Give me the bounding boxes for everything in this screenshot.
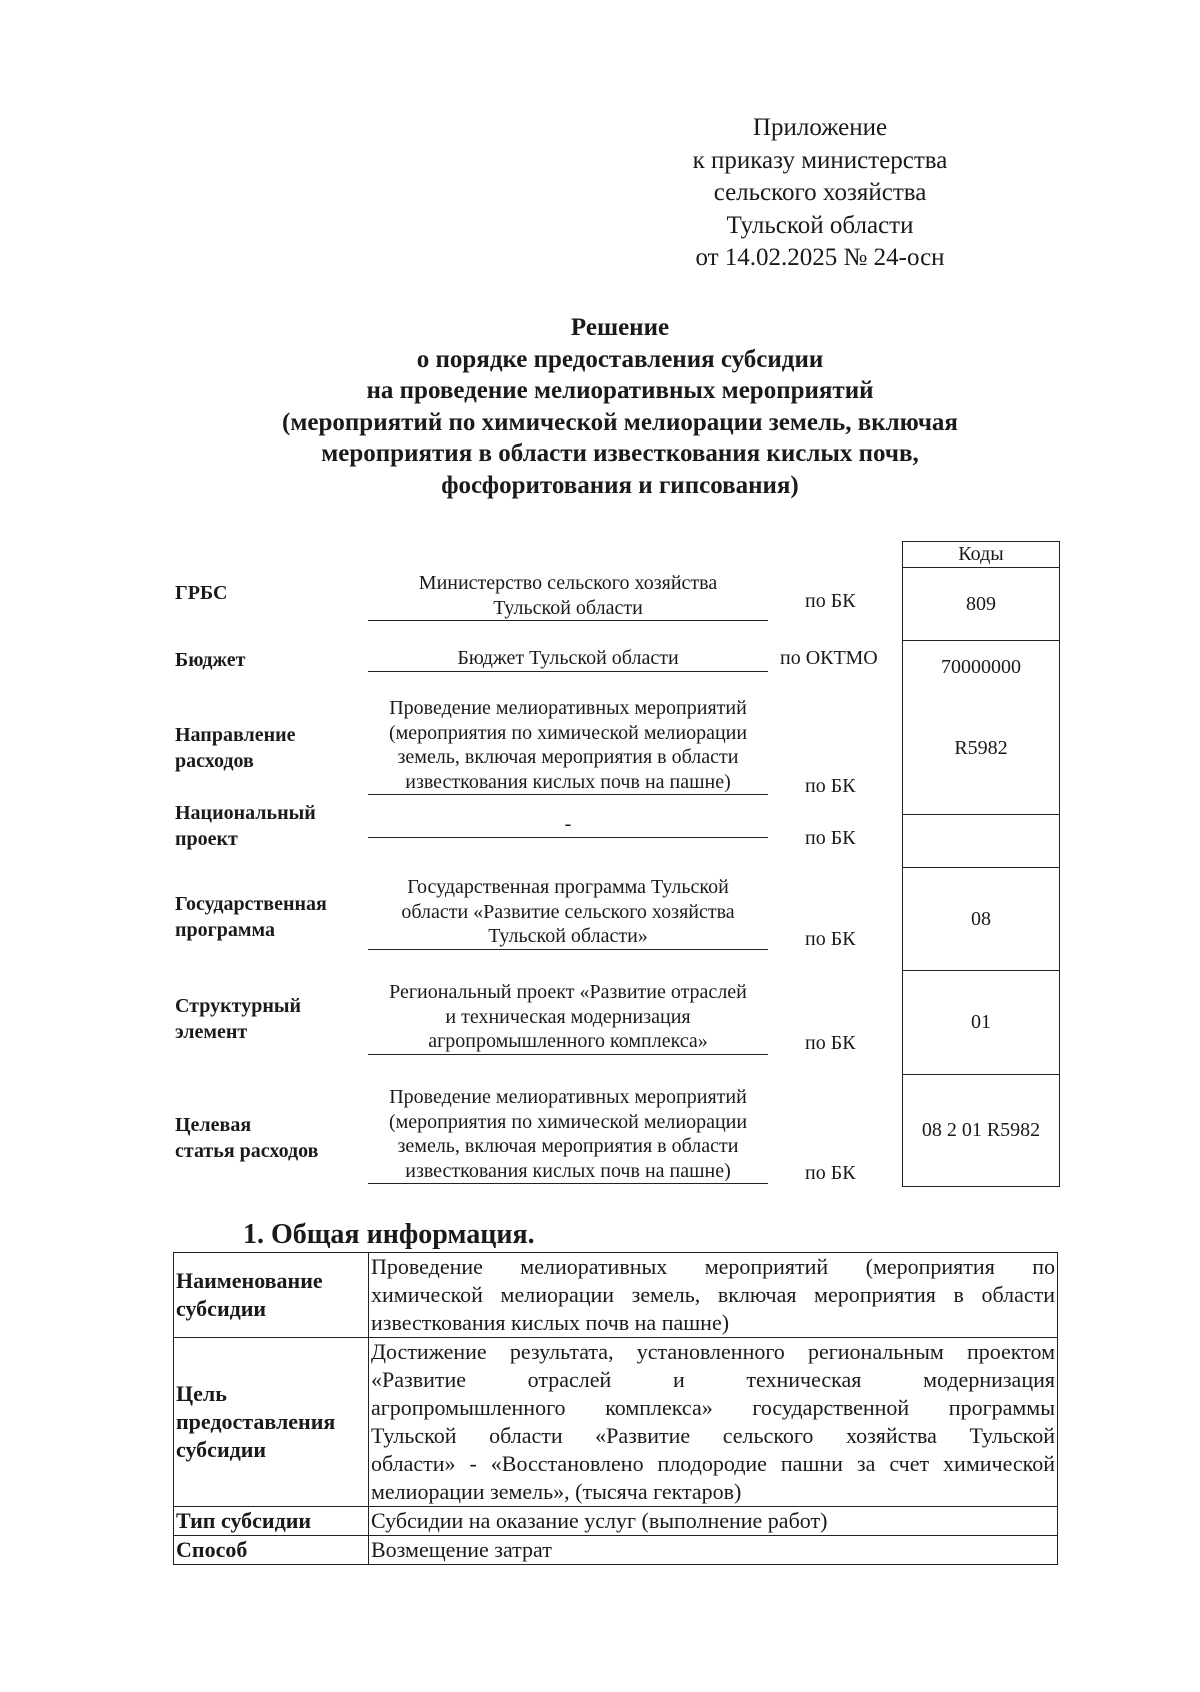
section-heading: 1. Общая информация. — [243, 1219, 535, 1250]
value-line: химической мелиорации земель, включая мероприятия в области — [371, 1282, 1055, 1307]
row-value-budget — [368, 646, 768, 672]
appendix-header — [640, 112, 1000, 275]
label-line: Бюджет — [175, 649, 246, 671]
value-line: Министерство сельского хозяйства — [418, 572, 718, 594]
label-line: элемент — [175, 1021, 248, 1043]
value-line: Проведение мелиоративных мероприятий (мероприятия по — [371, 1254, 1055, 1279]
code-label: по БК — [805, 827, 856, 849]
appendix-line: Приложение — [752, 114, 888, 141]
row-value-national-project — [368, 812, 768, 838]
table-key-cell — [174, 1253, 369, 1338]
table-value-cell — [369, 1507, 1058, 1536]
title-line: (мероприятий по химической мелиорации земель, включая — [282, 408, 958, 436]
value-line: Тульской области — [493, 596, 643, 619]
code-label: по БК — [805, 590, 856, 612]
label-line: расходов — [175, 750, 254, 772]
value-line: Достижение результата, установленного региональным проектом — [371, 1339, 1055, 1364]
value-line: Бюджет Тульской области — [457, 647, 679, 669]
key-line: Тип субсидии — [176, 1508, 312, 1533]
value-line: Тульской области» — [488, 925, 648, 947]
document-title — [140, 312, 1100, 501]
value-line: земель, включая мероприятия в области — [397, 746, 739, 768]
table-row — [174, 1253, 1058, 1338]
value-line: агропромышленного комплекса» государственной программы — [371, 1395, 1055, 1420]
key-line: Наименование — [176, 1268, 323, 1293]
value-line: известкования кислых почв на пашне) — [371, 1310, 730, 1335]
key-line: Способ — [176, 1537, 248, 1562]
appendix-line: сельского хозяйства — [713, 179, 927, 206]
code-label: по ОКТМО — [780, 647, 878, 669]
label-line: Структурный — [175, 995, 301, 1017]
label-line: проект — [175, 828, 238, 850]
appendix-line: к приказу министерства — [692, 146, 948, 174]
value-line: Субсидии на оказание услуг (выполнение работ) — [371, 1508, 828, 1533]
value-line: мелиорации земель», (тысяча гектаров) — [371, 1479, 742, 1504]
value-line: области» - «Восстановлено плодородие пашни за счет химической — [371, 1451, 1055, 1476]
row-value-grbs — [368, 571, 768, 621]
label-line: Государственная — [175, 893, 327, 915]
code-cell-target-article: 08 2 01 R5982 — [921, 1119, 1041, 1141]
code-label: по БК — [805, 1162, 856, 1184]
general-info-table — [173, 1252, 1058, 1565]
value-line: известкования кислых почв на пашне) — [405, 770, 731, 793]
code-cell-budget: 70000000 — [941, 655, 1021, 678]
key-line: предоставления — [176, 1409, 336, 1434]
title-line: на проведение мелиоративных мероприятий — [366, 377, 874, 404]
label-line: Национальный — [175, 802, 316, 824]
row-label-grbs — [175, 580, 227, 606]
label-line: Целевая — [175, 1114, 252, 1136]
value-line: Тульской области «Развитие сельского хозяйства Тульской — [371, 1423, 1055, 1448]
key-line: Цель — [176, 1381, 227, 1406]
title-line: Решение — [570, 314, 670, 341]
value-line: Государственная программа Тульской — [407, 876, 729, 898]
table-value-cell — [369, 1253, 1058, 1338]
key-line: субсидии — [176, 1437, 267, 1462]
key-line: субсидии — [176, 1296, 267, 1321]
code-cell-state-program: 08 — [903, 868, 1059, 971]
code-cell-structural-element: 01 — [903, 971, 1059, 1075]
row-label-target-article — [175, 1112, 318, 1164]
value-line: Региональный проект «Развитие отраслей — [389, 981, 747, 1003]
row-label-direction — [175, 722, 296, 774]
value-line: Возмещение затрат — [371, 1537, 552, 1562]
code-cell-grbs: 809 — [903, 568, 1059, 641]
value-line: «Развитие отраслей и техническая модернизация — [371, 1367, 1055, 1392]
value-line: известкования кислых почв на пашне) — [405, 1159, 731, 1182]
code-label: по БК — [805, 928, 856, 950]
code-label: по БК — [805, 1032, 856, 1054]
code-cell-national-project — [903, 815, 1059, 868]
label-line: статья расходов — [175, 1140, 319, 1162]
codes-box — [902, 541, 1060, 1187]
row-label-structural-element — [175, 993, 301, 1045]
label-line: Направление — [175, 724, 296, 746]
table-key-cell — [174, 1507, 369, 1536]
appendix-line: Тульской области — [726, 211, 914, 239]
row-value-state-program — [368, 875, 768, 950]
value-line: и техническая модернизация — [445, 1005, 691, 1028]
row-label-budget — [175, 647, 245, 673]
value-line: Проведение мелиоративных мероприятий — [389, 1086, 747, 1108]
row-value-structural-element — [368, 980, 768, 1055]
row-label-state-program — [175, 891, 327, 943]
value-line: (мероприятия по химической мелиорации — [388, 721, 748, 744]
table-row — [174, 1536, 1058, 1565]
row-value-target-article — [368, 1085, 768, 1184]
row-label-national-project — [175, 800, 316, 852]
table-row — [174, 1507, 1058, 1536]
value-line: агропромышленного комплекса» — [428, 1030, 708, 1052]
code-cell-direction: R5982 — [903, 693, 1059, 815]
table-row — [174, 1338, 1058, 1507]
row-value-direction — [368, 696, 768, 795]
table-value-cell — [369, 1536, 1058, 1565]
code-label: по БК — [805, 775, 856, 797]
value-line: Проведение мелиоративных мероприятий — [389, 697, 747, 719]
table-value-cell — [369, 1338, 1058, 1507]
appendix-line: от 14.02.2025 № 24-осн — [695, 244, 945, 271]
value-line: - — [564, 813, 572, 835]
table-key-cell — [174, 1536, 369, 1565]
label-line: программа — [175, 919, 275, 941]
title-line: о порядке предоставления субсидии — [416, 345, 824, 373]
value-line: земель, включая мероприятия в области — [397, 1135, 739, 1157]
codes-header: Коды — [903, 542, 1059, 568]
label-line: ГРБС — [175, 582, 228, 604]
title-line: мероприятия в области известкования кислых почв, — [321, 440, 919, 467]
value-line: (мероприятия по химической мелиорации — [388, 1110, 748, 1133]
table-key-cell — [174, 1338, 369, 1507]
value-line: области «Развитие сельского хозяйства — [401, 900, 735, 923]
title-line: фосфоритования и гипсования) — [441, 471, 799, 499]
